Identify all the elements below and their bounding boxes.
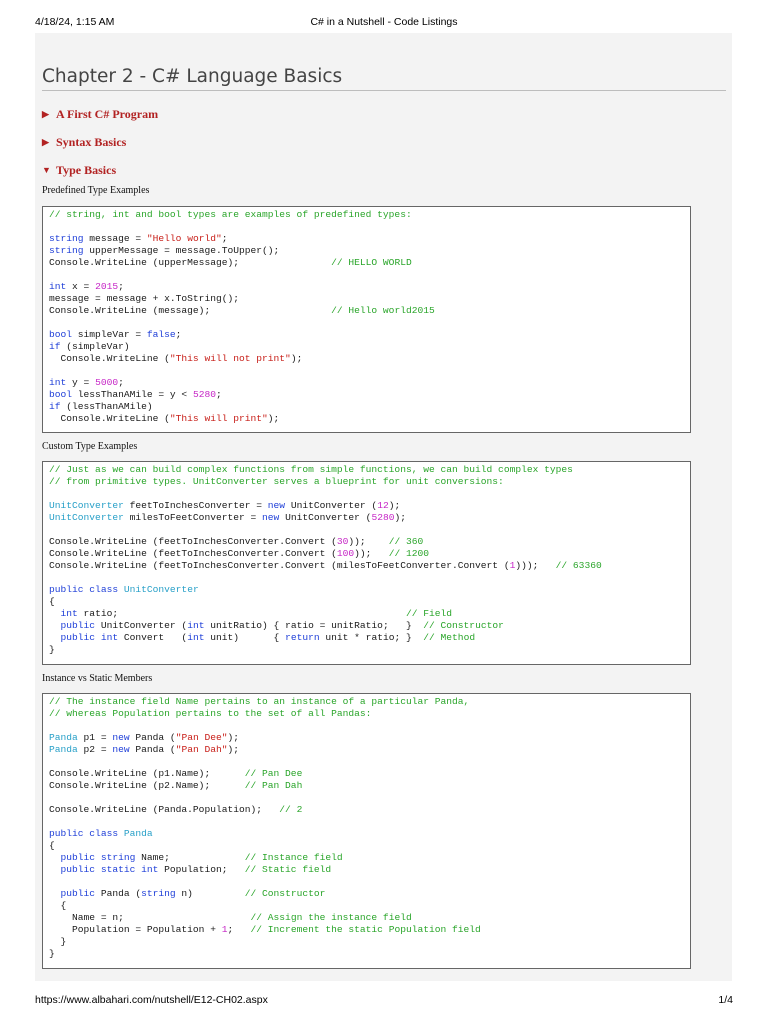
code-line — [49, 792, 690, 804]
code-token: Name = n; — [49, 912, 251, 923]
example-heading-custom-types: Custom Type Examples — [42, 441, 138, 452]
expanded-triangle-icon: ▼ — [42, 165, 51, 175]
code-line — [49, 245, 690, 257]
code-token: ; — [215, 389, 222, 400]
code-token: // Static field — [244, 864, 332, 875]
code-token: (simpleVar) — [60, 341, 130, 352]
code-token: Panda ( — [95, 888, 142, 899]
code-token: int — [60, 608, 78, 619]
code-token: // 2 — [279, 804, 303, 815]
page-number: 1/4 — [718, 994, 733, 1006]
code-token: UnitConverter — [49, 512, 124, 523]
code-line — [49, 512, 690, 524]
code-token: new — [112, 732, 130, 743]
code-token: ); — [388, 500, 401, 511]
code-token: Population = Population + — [49, 924, 222, 935]
section-label: Type Basics — [56, 163, 117, 177]
code-token: Panda — [123, 828, 153, 839]
code-line — [49, 888, 690, 900]
code-token — [49, 608, 61, 619]
code-token — [49, 864, 61, 875]
code-token: return — [285, 632, 320, 643]
code-token: // Increment the static Population field — [250, 924, 481, 935]
code-token: string — [49, 233, 84, 244]
code-token: // Constructor — [244, 888, 326, 899]
code-token: ); — [227, 744, 240, 755]
code-token: // string, int and bool types are examples of predefined types: — [49, 209, 412, 220]
code-line — [49, 353, 690, 365]
code-line — [49, 768, 690, 780]
code-line — [49, 317, 690, 329]
section-syntax-basics[interactable] — [42, 135, 126, 150]
code-token: ); — [290, 353, 303, 364]
code-token: unit * ratio; } — [319, 632, 424, 643]
code-token: 100 — [336, 548, 355, 559]
code-token: )); — [348, 536, 389, 547]
code-line — [49, 696, 690, 708]
code-token: public class — [49, 584, 119, 595]
code-token: } — [49, 644, 55, 655]
code-token: UnitConverter ( — [279, 512, 372, 523]
code-token: )); — [354, 548, 389, 559]
code-line — [49, 732, 690, 744]
code-line — [49, 864, 690, 876]
code-token: Panda ( — [129, 732, 176, 743]
code-token: 1 — [221, 924, 228, 935]
code-token: Console.WriteLine ( — [49, 413, 170, 424]
code-token: "Hello world" — [146, 233, 222, 244]
code-token: milesToFeetConverter = — [123, 512, 263, 523]
code-line — [49, 464, 690, 476]
code-token: n) — [175, 888, 245, 899]
code-token: int — [187, 632, 205, 643]
code-line — [49, 389, 690, 401]
code-token: Console.WriteLine (feetToInchesConverter.Convert ( — [49, 548, 337, 559]
code-token: 2015 — [95, 281, 119, 292]
code-line — [49, 476, 690, 488]
code-token: public int — [60, 632, 119, 643]
code-token: // The instance field Name pertains to an instance of a particular Panda, — [49, 696, 470, 707]
code-token: ); — [394, 512, 406, 523]
code-line — [49, 852, 690, 864]
code-line — [49, 548, 690, 560]
code-token: Console.WriteLine (feetToInchesConverter.Convert ( — [49, 536, 337, 547]
code-token: // Pan Dee — [244, 768, 303, 779]
code-token: ; — [118, 377, 124, 388]
code-token: UnitConverter ( — [285, 500, 378, 511]
code-token: { — [49, 596, 55, 607]
code-token: message = message + x.ToString(); — [49, 293, 239, 304]
code-token: // Field — [405, 608, 453, 619]
code-token: "Pan Dah" — [175, 744, 228, 755]
code-token: ; — [118, 281, 124, 292]
code-line — [49, 269, 690, 281]
code-line — [49, 620, 690, 632]
code-line — [49, 816, 690, 828]
code-line — [49, 221, 690, 233]
code-token: bool — [49, 329, 73, 340]
code-line — [49, 936, 690, 948]
code-token: ); — [227, 732, 240, 743]
code-line — [49, 900, 690, 912]
code-listing-custom-types — [42, 461, 691, 665]
code-token: int — [49, 377, 67, 388]
print-document-title: C# in a Nutshell - Code Listings — [310, 16, 458, 28]
code-token — [49, 852, 61, 863]
code-line — [49, 293, 690, 305]
code-line — [49, 720, 690, 732]
code-line — [49, 632, 690, 644]
code-token: // from primitive types. UnitConverter serves a blueprint for unit conversions: — [49, 476, 504, 487]
code-token: // whereas Population pertains to the set of all Pandas: — [49, 708, 372, 719]
code-token: message = — [83, 233, 147, 244]
page-content — [35, 33, 732, 981]
code-token: x = — [66, 281, 96, 292]
code-line — [49, 948, 690, 960]
code-token: simpleVar = — [72, 329, 147, 340]
code-token: ; — [175, 329, 182, 340]
code-token: // 63360 — [555, 560, 602, 571]
code-token: // HELLO WORLD — [331, 257, 412, 268]
code-token: UnitConverter ( — [95, 620, 188, 631]
code-token: // 360 — [388, 536, 424, 547]
code-token: int — [187, 620, 205, 631]
page-url: https://www.albahari.com/nutshell/E12-CH02.aspx — [35, 994, 268, 1006]
code-token — [49, 888, 61, 899]
code-line — [49, 500, 690, 512]
code-token: Panda ( — [129, 744, 176, 755]
code-token: 30 — [336, 536, 349, 547]
code-token: public class — [49, 828, 119, 839]
code-token: string — [141, 888, 176, 899]
code-line — [49, 608, 690, 620]
code-token: public — [60, 888, 96, 899]
code-token: // Constructor — [423, 620, 504, 631]
code-line — [49, 377, 690, 389]
code-token: string — [49, 245, 84, 256]
example-heading-instance-static: Instance vs Static Members — [42, 673, 153, 684]
code-token: 1 — [509, 560, 516, 571]
code-token: int — [49, 281, 67, 292]
code-token: Console.WriteLine (message); — [49, 305, 332, 316]
code-token: ); — [267, 413, 280, 424]
print-header — [35, 16, 733, 30]
example-heading-predefined-types: Predefined Type Examples — [42, 185, 150, 196]
code-line — [49, 756, 690, 768]
code-token — [49, 632, 61, 643]
code-line — [49, 233, 690, 245]
code-line — [49, 341, 690, 353]
code-line — [49, 584, 690, 596]
code-listing-instance-static — [42, 693, 691, 969]
code-line — [49, 924, 690, 936]
code-token: "This will not print" — [169, 353, 291, 364]
code-token: 5000 — [95, 377, 119, 388]
code-token: { — [49, 900, 67, 911]
code-line — [49, 488, 690, 500]
code-token: UnitConverter — [123, 584, 199, 595]
code-token: if — [49, 401, 61, 412]
code-token: 5280 — [192, 389, 216, 400]
code-token: } — [49, 948, 55, 959]
code-line — [49, 401, 690, 413]
code-line — [49, 413, 690, 425]
code-listing-predefined-types — [42, 206, 691, 433]
section-first-csharp-program[interactable] — [42, 107, 158, 122]
code-token: p1 = — [77, 732, 113, 743]
code-line — [49, 804, 690, 816]
code-line — [49, 524, 690, 536]
code-line — [49, 780, 690, 792]
code-line — [49, 572, 690, 584]
code-token: Console.WriteLine (p2.Name); — [49, 780, 245, 791]
code-token: Console.WriteLine (upperMessage); — [49, 257, 332, 268]
code-token: feetToInchesConverter = — [123, 500, 268, 511]
code-token: // Pan Dah — [244, 780, 303, 791]
code-token: bool — [49, 389, 73, 400]
code-token: // Method — [423, 632, 476, 643]
print-date: 4/18/24, 1:15 AM — [35, 16, 115, 28]
code-token: new — [262, 512, 280, 523]
code-token: y = — [66, 377, 96, 388]
code-line — [49, 840, 690, 852]
code-token: Population; — [158, 864, 245, 875]
code-line — [49, 644, 690, 656]
code-token: Console.WriteLine ( — [49, 353, 170, 364]
code-token: // Assign the instance field — [250, 912, 412, 923]
code-token: new — [267, 500, 286, 511]
code-token: Console.WriteLine (p1.Name); — [49, 768, 245, 779]
code-token: public static int — [60, 864, 159, 875]
section-type-basics[interactable] — [42, 163, 116, 178]
code-token: 12 — [377, 500, 389, 511]
collapsed-triangle-icon: ▶ — [42, 109, 49, 119]
collapsed-triangle-icon: ▶ — [42, 137, 49, 147]
print-footer — [35, 994, 733, 1008]
code-token: ))); — [515, 560, 556, 571]
code-token: unit) { — [204, 632, 286, 643]
code-token: false — [146, 329, 176, 340]
code-token: { — [49, 840, 55, 851]
code-token: upperMessage = message.ToUpper(); — [83, 245, 280, 256]
code-token: "Pan Dee" — [175, 732, 228, 743]
code-token — [49, 620, 61, 631]
code-line — [49, 365, 690, 377]
code-token: Console.WriteLine (Panda.Population); — [49, 804, 280, 815]
code-token: } — [49, 936, 67, 947]
code-token: ; — [221, 233, 228, 244]
code-token: lessThanAMile = y < — [72, 389, 193, 400]
code-token: 5280 — [371, 512, 395, 523]
code-token: public — [60, 620, 96, 631]
code-token: // Just as we can build complex functions from simple functions, we can build complex types — [49, 464, 573, 475]
code-line — [49, 281, 690, 293]
code-line — [49, 744, 690, 756]
code-token: // Hello world2015 — [331, 305, 435, 316]
code-token: // 1200 — [388, 548, 429, 559]
code-line — [49, 209, 690, 221]
code-line — [49, 828, 690, 840]
code-token: public string — [60, 852, 136, 863]
code-token: unitRatio) { ratio = unitRatio; } — [204, 620, 424, 631]
code-token: // Instance field — [244, 852, 343, 863]
code-token: UnitConverter — [49, 500, 124, 511]
code-token: ; — [227, 924, 251, 935]
code-line — [49, 257, 690, 269]
code-line — [49, 560, 690, 572]
code-token: Convert ( — [118, 632, 188, 643]
code-token: if — [49, 341, 61, 352]
chapter-title: Chapter 2 - C# Language Basics — [42, 66, 726, 91]
code-line — [49, 305, 690, 317]
code-token: "This will print" — [169, 413, 268, 424]
code-line — [49, 329, 690, 341]
code-token: (lessThanAMile) — [60, 401, 153, 412]
code-token: new — [112, 744, 130, 755]
code-token: Panda — [49, 732, 78, 743]
code-line — [49, 536, 690, 548]
code-token: ratio; — [77, 608, 406, 619]
code-token: Console.WriteLine (feetToInchesConverter.Convert (milesToFeetConverter.Convert ( — [49, 560, 510, 571]
section-label: A First C# Program — [56, 107, 159, 121]
code-token: Panda — [49, 744, 78, 755]
code-line — [49, 708, 690, 720]
section-label: Syntax Basics — [56, 135, 127, 149]
code-token: Name; — [135, 852, 245, 863]
code-line — [49, 912, 690, 924]
code-line — [49, 876, 690, 888]
code-line — [49, 596, 690, 608]
code-token: p2 = — [77, 744, 113, 755]
